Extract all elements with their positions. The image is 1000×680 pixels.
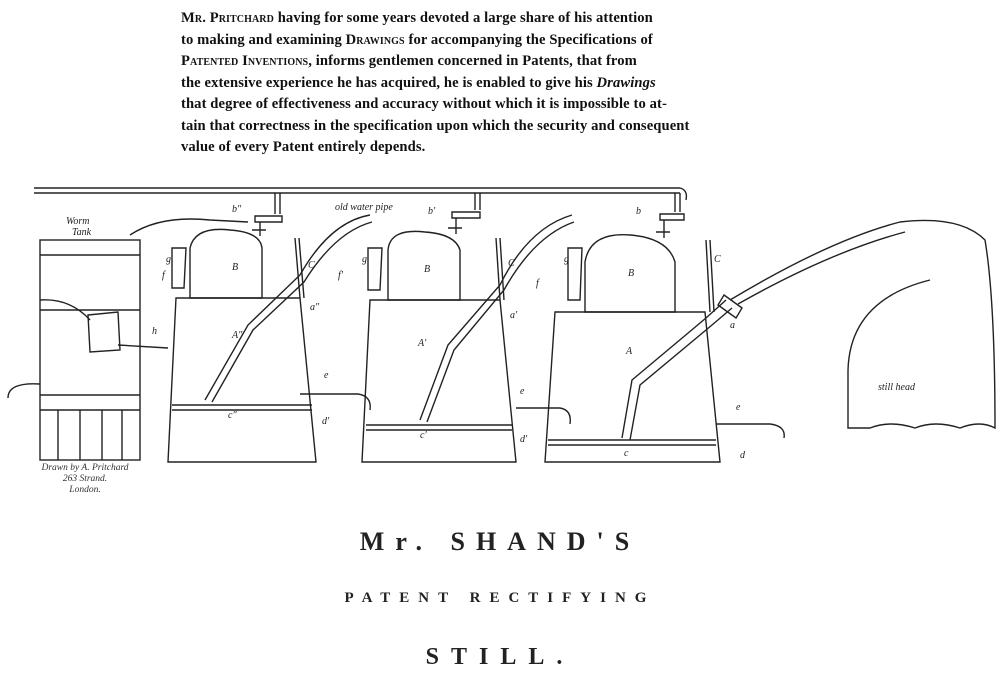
tap-b2 [252, 216, 282, 236]
label-c1: c' [420, 430, 427, 441]
label-g: g [564, 254, 569, 265]
title-line-3: STILL. [425, 644, 575, 670]
label-c: c [624, 448, 629, 459]
label-g1: g [362, 254, 367, 265]
tap-b [656, 214, 684, 238]
advert-line-5: that degree of effectiveness and accuracy without which it is impossible to at- [181, 96, 667, 112]
label-tank: Tank [72, 227, 92, 238]
advert-name: Mr. Pritchard [181, 10, 274, 26]
label-still-head: still head [878, 382, 915, 393]
label-C-2: C [508, 258, 515, 269]
advert-keyword: Drawings [345, 31, 405, 48]
label-f1: f' [338, 270, 343, 281]
label-e: e [736, 402, 741, 413]
advert-text: for accompanying the Specifications of [404, 31, 653, 48]
label-b: b [636, 206, 641, 217]
label-B-2: B [424, 264, 431, 275]
advert-text: , informs gentlemen concerned in Patents, that from [308, 53, 637, 69]
label-d1: d' [322, 416, 330, 427]
still-unit-2 [362, 215, 574, 462]
advert-line-7: value of every Patent entirely depends. [181, 139, 426, 155]
label-a2: a" [310, 302, 320, 313]
label-g2: g [166, 254, 171, 265]
advert-italic: Drawings [596, 74, 656, 91]
still-unit-1 [168, 215, 372, 462]
label-d: d [740, 450, 745, 461]
tap-b1 [448, 212, 480, 234]
advert-text: to making and examining [181, 31, 346, 48]
label-d2: d' [520, 434, 528, 445]
still-unit-3 [545, 235, 784, 462]
label-e1: e [324, 370, 329, 381]
title-line-2: PATENT RECTIFYING [344, 590, 656, 606]
engraver-credit [30, 463, 140, 496]
label-A1: A' [418, 338, 427, 349]
label-C-3: C [714, 254, 721, 265]
credit-line-3: London. [69, 485, 101, 495]
label-b2: b" [232, 204, 242, 215]
label-a: a [730, 320, 735, 331]
label-worm: Worm [66, 216, 90, 227]
worm-tank [8, 219, 248, 460]
label-B-1: B [232, 262, 239, 273]
credit-line-2: 263 Strand. [62, 474, 108, 484]
advert-text: having for some years devoted a large share of his attention [273, 10, 653, 26]
label-A2: A" [232, 330, 243, 341]
label-f2: f [162, 270, 165, 281]
still-head-pipe [730, 220, 995, 428]
label-C-1: C [308, 260, 315, 271]
advert-line-6: tain that correctness in the specification upon which the security and consequent [181, 117, 690, 134]
advert-text: the extensive experience he has acquired, he is enabled to give his [181, 74, 597, 91]
label-f: f [536, 278, 539, 289]
label-h: h [152, 326, 157, 337]
title-line-1: Mr. SHAND'S [359, 527, 641, 556]
credit-line-1: Drawn by A. Pritchard [41, 463, 129, 473]
label-old-water-pipe: old water pipe [335, 202, 393, 213]
label-a1: a' [510, 310, 518, 321]
label-A: A [626, 346, 633, 357]
advert-keyword: Patented Inventions [181, 53, 309, 69]
label-b1: b' [428, 206, 436, 217]
label-c2: c" [228, 410, 237, 421]
label-e2: e [520, 386, 525, 397]
label-B-3: B [628, 268, 635, 279]
